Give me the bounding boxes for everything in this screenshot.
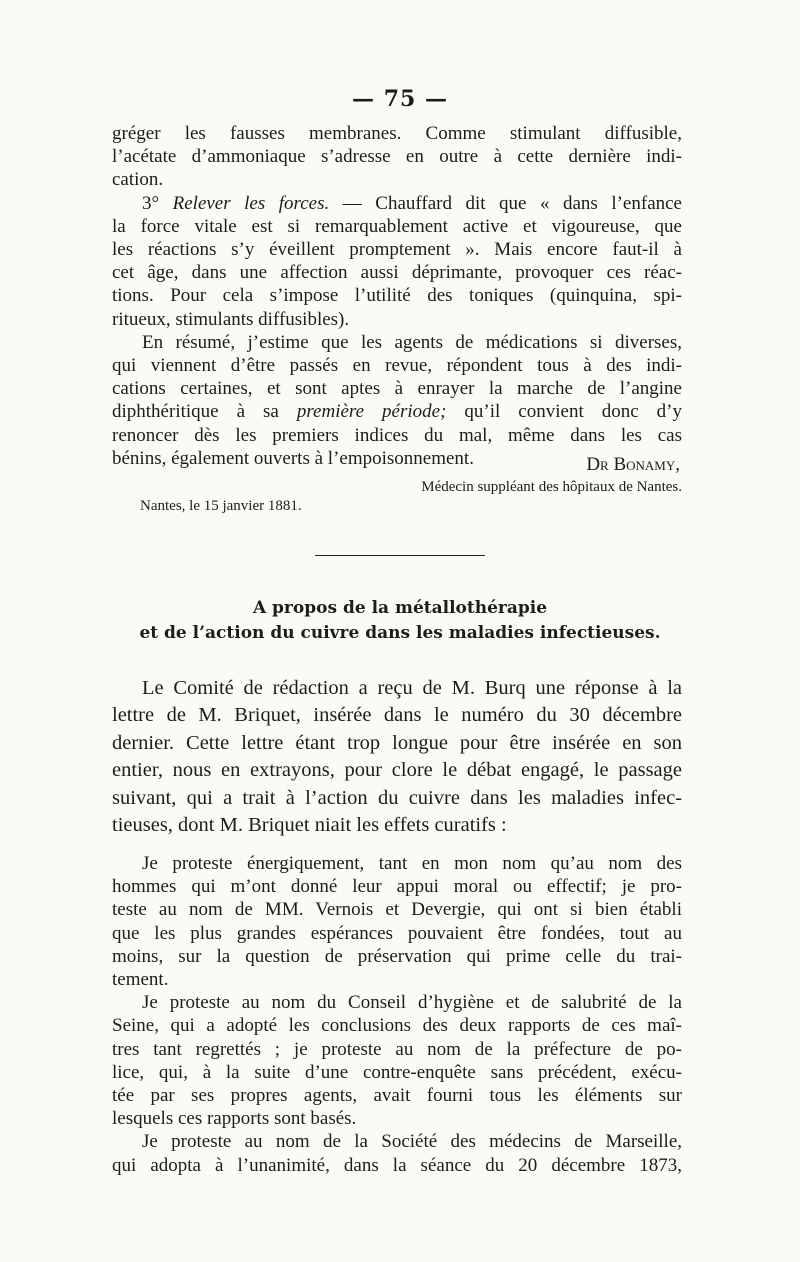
text-line: renoncer dès les premiers indices du mal, même dans les cas xyxy=(112,424,682,446)
heading-line-2: et de l’action du cuivre dans les maladies infectieuses. xyxy=(139,623,661,643)
text-line: ritueux, stimulants diffusibles). xyxy=(112,308,350,330)
text-line: cet âge, dans une affection aussi déprimante, provoquer ces réac- xyxy=(112,262,682,284)
article-heading xyxy=(0,596,800,646)
text-line: Seine, qui a adopté les conclusions des deux rapports de ces maî- xyxy=(112,1015,682,1037)
text-line: lesquels ces rapports sont basés. xyxy=(112,1108,357,1130)
text-line: qui viennent d’être passés en revue, répondent tous à des indi- xyxy=(112,355,682,377)
text-line: bénins, également ouverts à l’empoisonnement. xyxy=(112,447,474,469)
dateline: Nantes, le 15 janvier 1881. xyxy=(140,498,302,514)
text-line: les réactions s’y éveillent promptement ». Mais encore faut-il à xyxy=(112,239,682,261)
text-line: hommes qui m’ont donné leur appui moral ou effectif; je pro- xyxy=(112,876,682,898)
text-line: moins, sur la question de préservation qui prime celle du trai- xyxy=(112,945,682,967)
para3-title: Relever les forces. xyxy=(172,192,330,214)
text-line: l’acétate d’ammoniaque s’adresse en outre à cette dernière indi- xyxy=(112,146,682,168)
signature-name: Dr Bonamy, xyxy=(586,454,680,475)
text-line: tions. Pour cela s’impose l’utilité des toniques (quinquina, spi- xyxy=(112,285,682,307)
text-line: Le Comité de rédaction a reçu de M. Burq une réponse à la xyxy=(142,677,682,699)
text-line: qui adopta à l’unanimité, dans la séance du 20 décembre 1873, xyxy=(112,1154,682,1176)
text-line: la force vitale est si remarquablement active et vigoureuse, que xyxy=(112,215,682,237)
text-line: entier, nous en extrayons, pour clore le débat engagé, le passage xyxy=(112,759,682,782)
text-line: Je proteste au nom du Conseil d’hygiène et de salubrité de la xyxy=(142,992,682,1014)
text-line: tres tant regrettés ; je proteste au nom de la préfecture de po- xyxy=(112,1038,682,1060)
text-line: tée par ses propres agents, avait fourni tous les éléments sur xyxy=(112,1085,682,1107)
text-line: cations certaines, et sont aptes à enrayer la marche de l’angine xyxy=(112,378,682,400)
signature-role: Médecin suppléant des hôpitaux de Nantes. xyxy=(421,479,682,495)
emphasis: première période; xyxy=(296,401,447,423)
protest-quotation xyxy=(112,852,682,1177)
text-line: En résumé, j’estime que les agents de médications si diverses, xyxy=(142,331,682,353)
text-line: teste au nom de MM. Vernois et Devergie, qui ont si bien établi xyxy=(112,899,682,921)
text-line: lice, qui, à la suite d’une contre-enquête sans précédent, exécu- xyxy=(112,1061,682,1083)
heading-line-1: A propos de la métallothérapie xyxy=(252,598,548,618)
text-line: diphthéritique à sa première période; qu’il convient donc d’y xyxy=(112,401,682,423)
text-line: Je proteste énergiquement, tant en mon nom qu’au nom des xyxy=(142,853,682,874)
text-line: tieuses, dont M. Briquet niait les effets curatifs : xyxy=(112,814,507,837)
text-line: lettre de M. Briquet, insérée dans le numéro du 30 décembre xyxy=(112,704,682,727)
text-line: suivant, qui a trait à l’action du cuivre dans les maladies infec- xyxy=(112,786,682,809)
para3-first-line: 3° Relever les forces. — Chauffard dit que « dans l’enfance xyxy=(142,192,682,214)
text-line: dernier. Cette lettre étant trop longue pour être insérée en son xyxy=(112,731,682,754)
text-line: Je proteste au nom de la Société des médecins de Marseille, xyxy=(142,1131,682,1153)
para3-number: 3° xyxy=(142,192,160,214)
intro-paragraph xyxy=(112,122,682,470)
page-number: — 75 — xyxy=(352,86,448,112)
text-line: cation. xyxy=(112,169,164,191)
section-divider xyxy=(315,555,485,556)
text-line: que les plus grandes espérances pouvaient être fondées, tout au xyxy=(112,922,682,944)
text-line: gréger les fausses membranes. Comme stimulant diffusible, xyxy=(112,123,682,144)
committee-paragraph xyxy=(112,675,682,839)
text-line: tement. xyxy=(112,969,169,991)
